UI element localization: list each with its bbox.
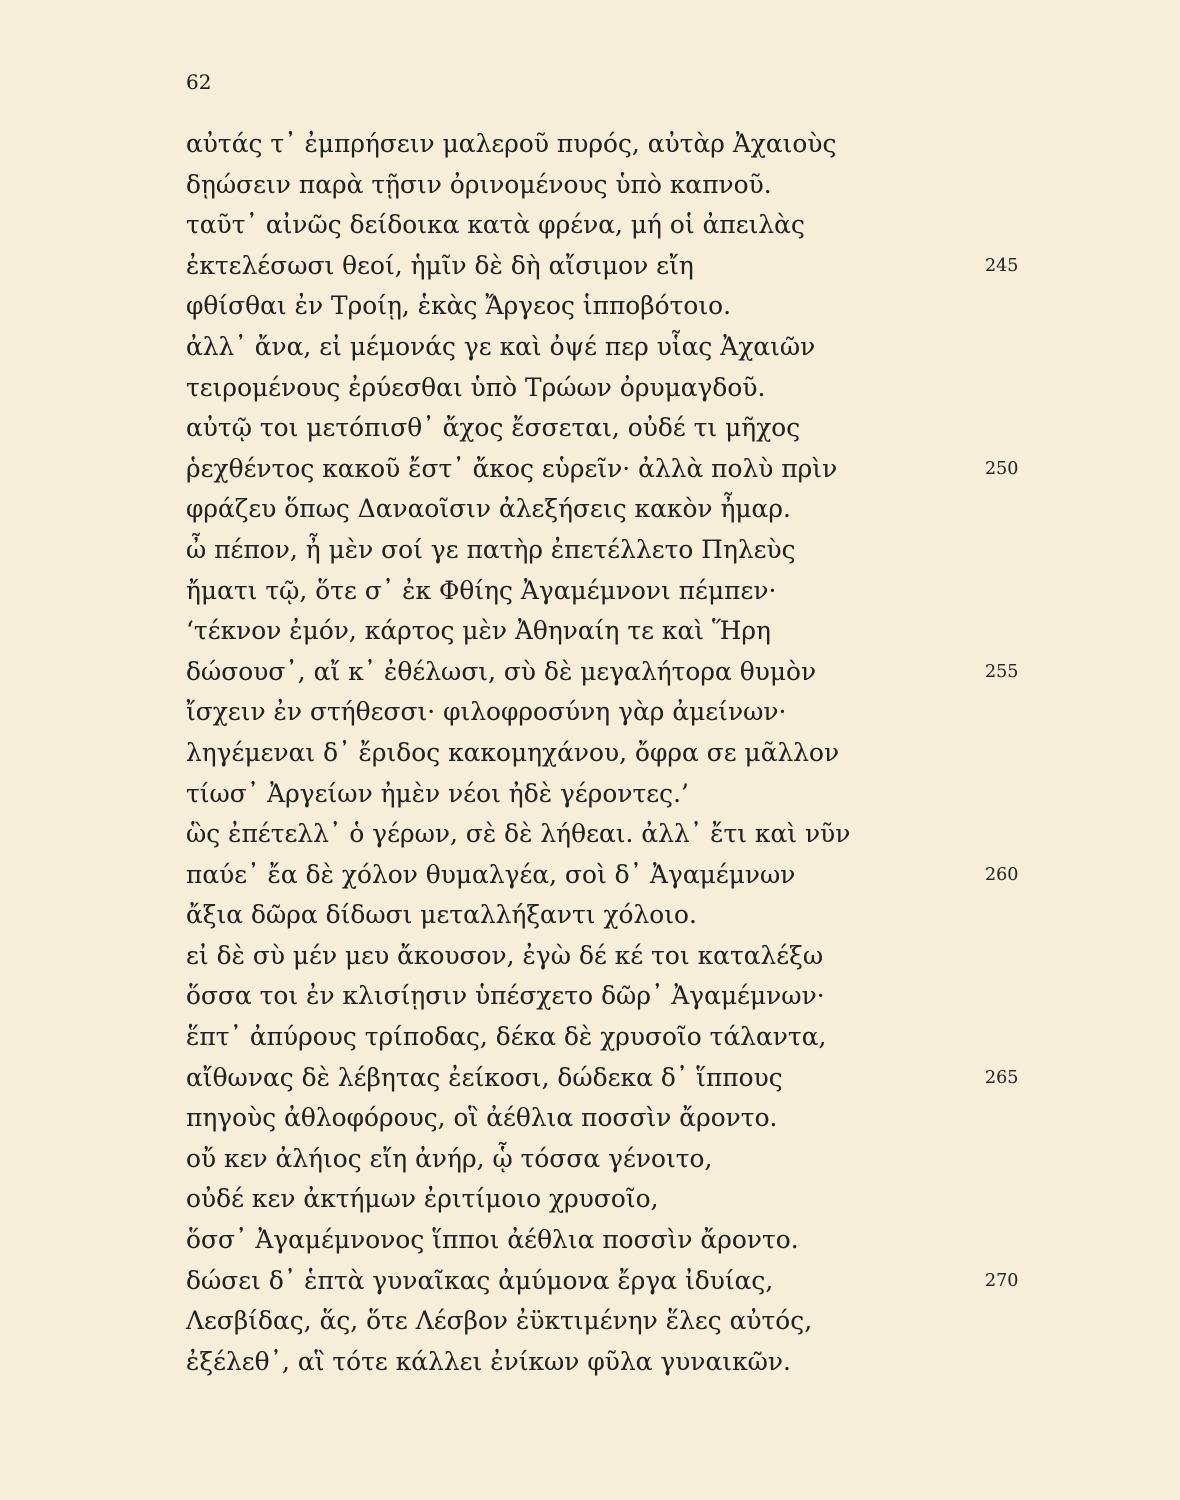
poem-line: ἕπτ᾽ ἀπύρους τρίποδας, δέκα δὲ χρυσοῖο τάλαντα, [186,1022,827,1052]
poem-line: πηγοὺς ἀθλοφόρους, οἳ ἀέθλια ποσσὶν ἄροντο. [186,1103,778,1133]
poem-line: ταῦτ᾽ αἰνῶς δείδοικα κατὰ φρένα, μή οἱ ἀπειλὰς [186,210,805,240]
line-number: 245 [985,255,1019,276]
line-number [985,692,1045,733]
line-number [985,124,1045,165]
poem-line: δῃώσειν παρὰ τῇσιν ὀρινομένους ὑπὸ καπνοῦ. [186,169,772,199]
poem-line: ἴσχειν ἐν στήθεσσι· φιλοφροσύνη γὰρ ἀμείνων· [186,697,787,727]
poem-line: ἐξέλεθ᾽, αἳ τότε κάλλει ἐνίκων φῦλα γυναικῶν. [186,1346,791,1376]
line-number [985,1098,1045,1139]
line-number [985,895,1045,936]
line-number: 255 [985,661,1019,682]
line-number [985,814,1045,855]
poem-line: ἀλλ᾽ ἄνα, εἰ μέμονάς γε καὶ ὀψέ περ υἷας Ἀχαιῶν [186,331,816,361]
line-number: 270 [985,1270,1019,1291]
poem-line: ὦ πέπον, ἦ μὲν σοί γε πατὴρ ἐπετέλλετο Πηλεὺς [186,534,796,564]
poem-line: δώσουσ᾽, αἴ κ᾽ ἐθέλωσι, σὺ δὲ μεγαλήτορα θυμὸν [186,656,817,686]
line-number [985,1342,1045,1383]
line-number [985,165,1045,206]
line-number-column [985,124,1045,1382]
poem-line: φράζευ ὅπως Δαναοῖσιν ἀλεξήσεις κακὸν ἦμαρ. [186,494,791,524]
poem-line: τίωσ᾽ Ἀργείων ἠμὲν νέοι ἠδὲ γέροντες.’ [186,778,689,808]
poem-line: ἐκτελέσωσι θεοί, ἡμῖν δὲ δὴ αἴσιμον εἴη [186,250,694,280]
poem-line: ὅσσα τοι ἐν κλισίῃσιν ὑπέσχετο δῶρ᾽ Ἀγαμέμνων· [186,981,825,1011]
line-number [985,489,1045,530]
line-number [985,1301,1045,1342]
line-number [985,1139,1045,1180]
line-number [985,936,1045,977]
poem-line: ῥεχθέντος κακοῦ ἔστ᾽ ἄκος εὑρεῖν· ἀλλὰ πολὺ πρὶν [186,453,838,483]
line-number [985,286,1045,327]
poem-line: εἰ δὲ σὺ μέν μευ ἄκουσον, ἐγὼ δέ κέ τοι καταλέξω [186,940,824,970]
page-number: 62 [186,70,212,94]
poem-line: αὐτῷ τοι μετόπισθ᾽ ἄχος ἔσσεται, οὐδέ τι μῆχος [186,413,801,443]
poem-line: οὔ κεν ἀλήιος εἴη ἀνήρ, ᾧ τόσσα γένοιτο, [186,1143,713,1173]
poem-text [186,124,906,1382]
poem-line: Λεσβίδας, ἅς, ὅτε Λέσβον ἐϋκτιμένην ἕλες αὐτός, [186,1306,813,1336]
poem-line: ὅσσ᾽ Ἀγαμέμνονος ἵπποι ἀέθλια ποσσὶν ἄροντο. [186,1225,799,1255]
poem-line: ὣς ἐπέτελλ᾽ ὁ γέρων, σὲ δὲ λήθεαι. ἀλλ᾽ ἔτι καὶ νῦν [186,819,851,849]
poem-line: δώσει δ᾽ ἑπτὰ γυναῖκας ἀμύμονα ἔργα ἰδυίας, [186,1265,774,1295]
line-number [985,408,1045,449]
line-number [985,571,1045,612]
poem-line: φθίσθαι ἐν Τροίῃ, ἑκὰς Ἄργεος ἱπποβότοιο. [186,291,732,321]
line-number [985,327,1045,368]
line-number [985,205,1045,246]
line-number [985,611,1045,652]
poem-line: ἤματι τῷ, ὅτε σ᾽ ἐκ Φθίης Ἀγαμέμνονι πέμπεν· [186,575,777,605]
line-number: 260 [985,864,1019,885]
line-number [985,1017,1045,1058]
line-number: 250 [985,458,1019,479]
line-number [985,1179,1045,1220]
poem-line: ἄξια δῶρα δίδωσι μεταλλήξαντι χόλοιο. [186,900,697,930]
poem-line: τειρομένους ἐρύεσθαι ὑπὸ Τρώων ὀρυμαγδοῦ. [186,372,766,402]
line-number [985,733,1045,774]
line-number [985,1220,1045,1261]
poem-line: αἴθωνας δὲ λέβητας ἐείκοσι, δώδεκα δ᾽ ἵππους [186,1062,783,1092]
poem-line: ληγέμεναι δ᾽ ἔριδος κακομηχάνου, ὄφρα σε μᾶλλον [186,737,840,767]
line-number [985,530,1045,571]
poem-line: ‘τέκνον ἐμόν, κάρτος μὲν Ἀθηναίη τε καὶ Ἥρη [186,616,771,646]
line-number [985,368,1045,409]
line-number [985,774,1045,815]
line-number [985,976,1045,1017]
poem-line: αὐτάς τ᾽ ἐμπρήσειν μαλεροῦ πυρός, αὐτὰρ Ἀχαιοὺς [186,129,837,158]
poem-line: παύε᾽ ἔα δὲ χόλον θυμαλγέα, σοὶ δ᾽ Ἀγαμέμνων [186,859,796,889]
poem-line: οὐδέ κεν ἀκτήμων ἐριτίμοιο χρυσοῖο, [186,1184,659,1214]
line-number: 265 [985,1067,1019,1088]
